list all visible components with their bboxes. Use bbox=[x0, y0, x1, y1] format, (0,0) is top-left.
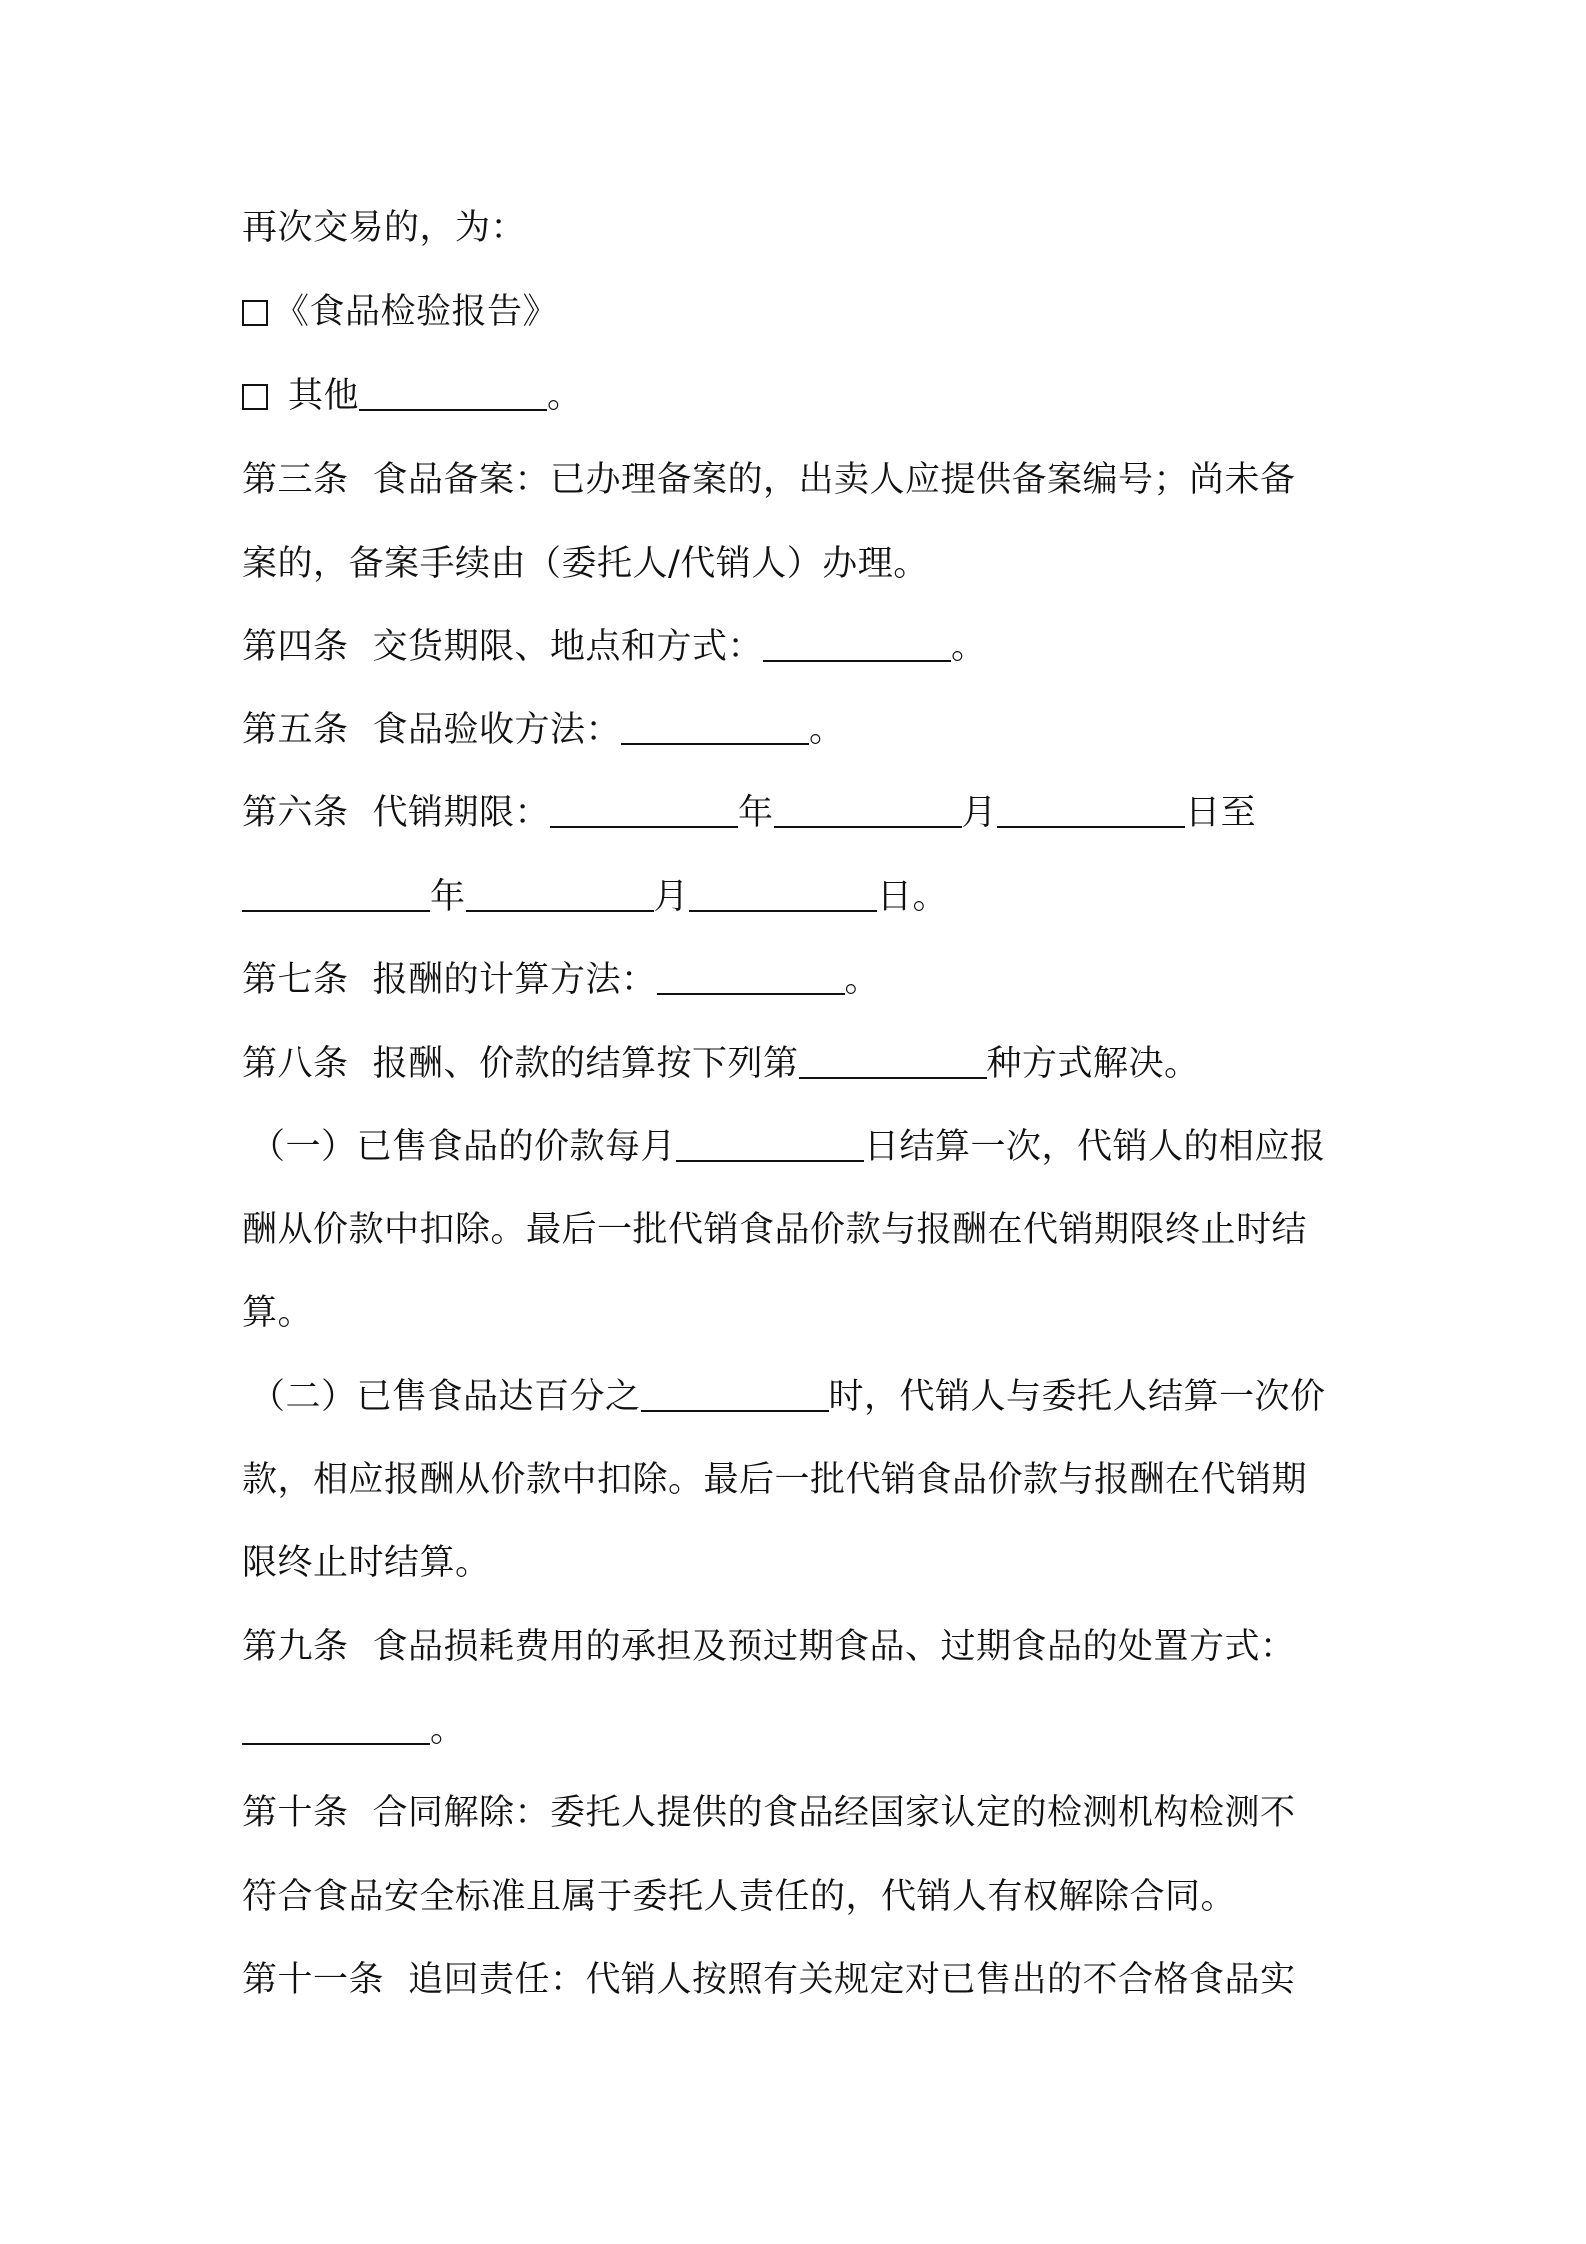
fill-in-blank[interactable] bbox=[676, 1124, 864, 1162]
fill-in-blank[interactable] bbox=[359, 373, 547, 411]
option-2: （二）已售食品达百分之 时，代销人与委托人结算一次价 bbox=[250, 1372, 1326, 1422]
fill-in-blank[interactable] bbox=[466, 874, 654, 912]
checkbox-option-other: 其他 。 bbox=[242, 371, 583, 421]
fill-in-blank[interactable] bbox=[242, 1707, 430, 1745]
article-5: 第五条 食品验收方法： 。 bbox=[242, 705, 845, 755]
fill-in-blank[interactable] bbox=[641, 1374, 829, 1412]
fill-in-blank[interactable] bbox=[550, 790, 738, 828]
article-8: 第八条 报酬、价款的结算按下列第 种方式解决。 bbox=[242, 1039, 1200, 1089]
article-3: 第三条 食品备案：已办理备案的，出卖人应提供备案编号；尚未备 bbox=[242, 460, 1296, 500]
fill-in-blank[interactable] bbox=[657, 957, 845, 995]
article-6: 第六条 代销期限： 年 月 日至 bbox=[242, 788, 1256, 838]
article-10-cont: 符合食品安全标准且属于委托人责任的，代销人有权解除合同。 bbox=[242, 1877, 1237, 1917]
option-2-cont: 款，相应报酬从价款中扣除。最后一批代销食品价款与报酬在代销期 bbox=[242, 1460, 1308, 1500]
checkbox-option-inspection-report: 《食品检验报告》 bbox=[242, 287, 558, 337]
fill-in-blank[interactable] bbox=[763, 624, 951, 662]
option-1-end: 算。 bbox=[242, 1293, 314, 1333]
fill-in-blank[interactable] bbox=[799, 1041, 987, 1079]
article-11: 第十一条 追回责任：代销人按照有关规定对已售出的不合格食品实 bbox=[242, 1960, 1296, 2000]
fill-in-blank[interactable] bbox=[774, 790, 962, 828]
fill-in-blank[interactable] bbox=[997, 790, 1185, 828]
article-7: 第七条 报酬的计算方法： 。 bbox=[242, 955, 880, 1005]
checkbox[interactable] bbox=[242, 384, 268, 410]
checkbox[interactable] bbox=[242, 300, 268, 326]
article-9-cont: 。 bbox=[242, 1705, 466, 1755]
article-3-cont: 案的，备案手续由（委托人/代销人）办理。 bbox=[242, 544, 929, 584]
article-4: 第四条 交货期限、地点和方式： 。 bbox=[242, 622, 987, 672]
article-6-cont: 年 月 日。 bbox=[242, 872, 948, 922]
article-10: 第十条 合同解除：委托人提供的食品经国家认定的检测机构检测不 bbox=[242, 1793, 1296, 1833]
option-1: （一）已售食品的价款每月 日结算一次，代销人的相应报 bbox=[250, 1122, 1326, 1172]
intro-line: 再次交易的，为： bbox=[242, 208, 527, 248]
fill-in-blank[interactable] bbox=[621, 707, 809, 745]
option-1-cont: 酬从价款中扣除。最后一批代销食品价款与报酬在代销期限终止时结 bbox=[242, 1210, 1308, 1250]
fill-in-blank[interactable] bbox=[689, 874, 877, 912]
article-9: 第九条 食品损耗费用的承担及预过期食品、过期食品的处置方式： bbox=[242, 1627, 1296, 1667]
fill-in-blank[interactable] bbox=[242, 874, 430, 912]
option-2-end: 限终止时结算。 bbox=[242, 1543, 491, 1583]
